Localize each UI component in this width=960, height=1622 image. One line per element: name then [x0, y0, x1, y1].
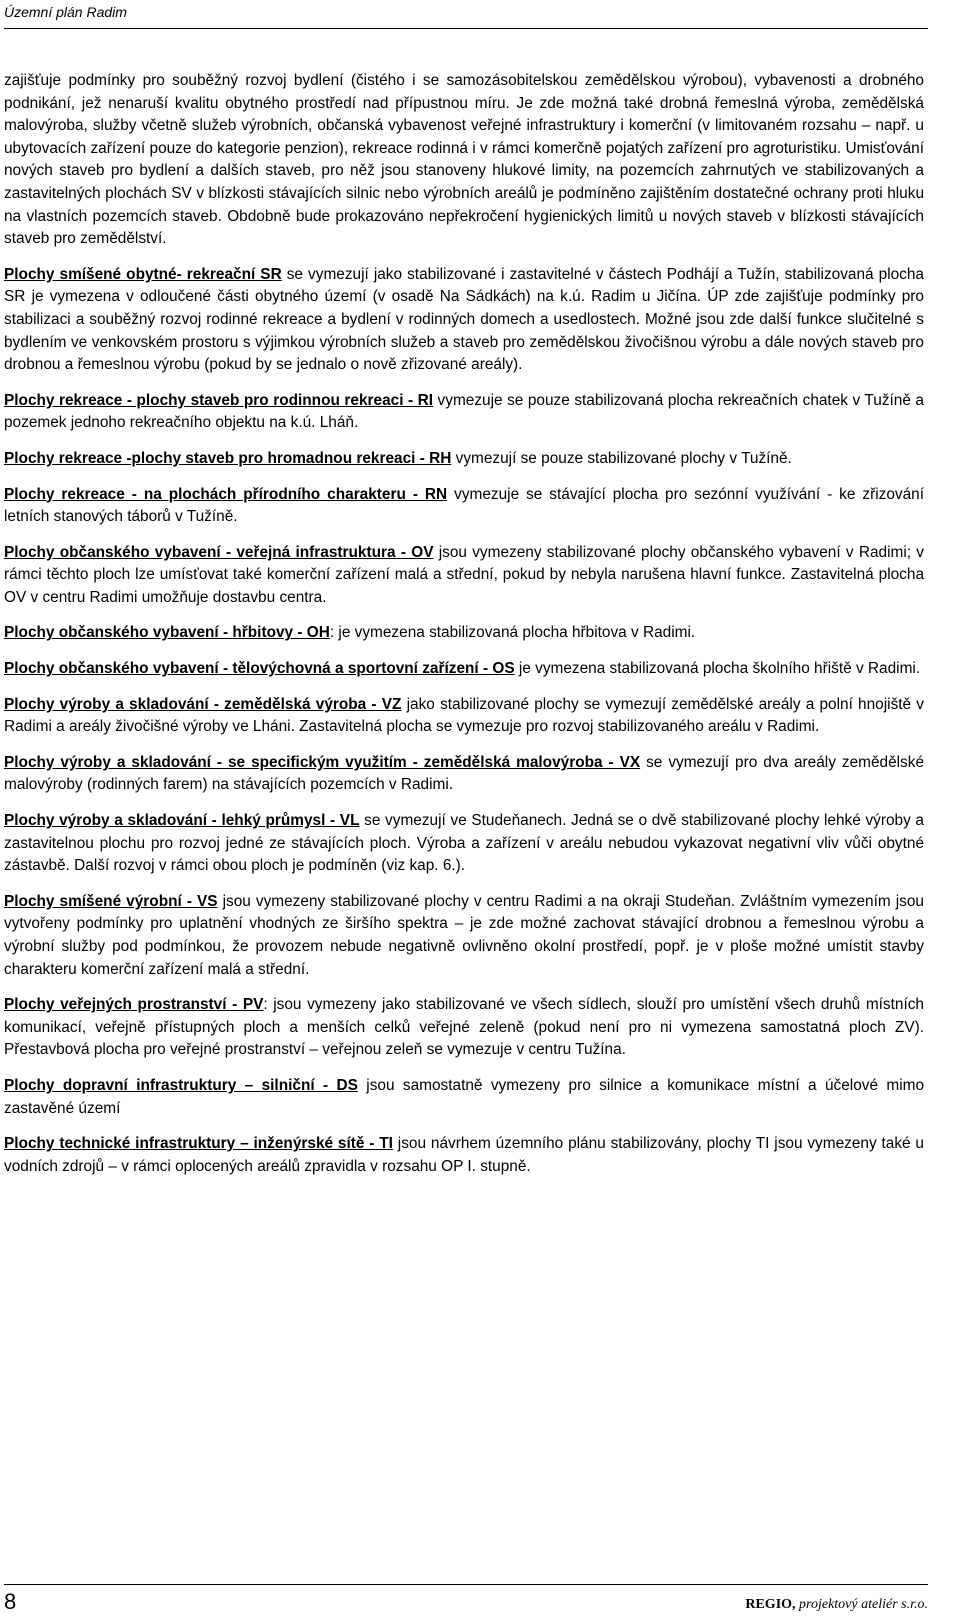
zone-term: Plochy výroby a skladování - zemědělská výroba - VZ: [4, 695, 402, 713]
paragraph: [4, 448, 924, 471]
zone-term: Plochy smíšené výrobní - VS: [4, 892, 218, 910]
paragraph: [4, 810, 924, 878]
zone-term: Plochy rekreace - plochy staveb pro rodinnou rekreaci - RI: [4, 391, 434, 409]
paragraph: [4, 390, 924, 435]
paragraph: [4, 1133, 924, 1178]
paragraph: [4, 542, 924, 610]
paragraph-text: se vymezují pro dva areály zemědělské malovýroby (rodinných farem) na stávajících pozemcích v Radimi.: [4, 753, 924, 794]
paragraph-text: jsou vymezeny stabilizované plochy v centru Radimi a na okraji Studeňan. Zvláštním vymezením jsou vytvořeny podmínky pro uplatnění vhodných ze širšího spektra – je zde možné zachovat stávající drobnou a řemeslnou výrobu a výrobní služby pod podmínkou, že provozem nebude negativně ovlivněno okolní prostředí, popř. je v ploše možné umístit stavby charakteru komerční zařízení malá a střední.: [4, 892, 924, 978]
paragraph-text: se vymezují jako stabilizované i zastavitelné v částech Podhájí a Tužín, stabilizovaná plocha SR je vymezena v odloučené části obytného území (v osadě Na Sádkách) na k.ú. Radim u Jičína. ÚP zde zajišťuje podmínky pro stabilizaci a souběžný rozvoj rodinné rekreace a bydlení v rodinných domech a usedlostech. Možné jsou zde další funkce slučitelné s bydlením ve venkovském prostoru s výjimkou výrobních služeb a staveb pro zemědělskou živočišnou výrobu a dále nových staveb pro drobnou a řemeslnou výrobu (pokud by se jednalo o nově zřizované areály).: [4, 265, 924, 374]
paragraph-text: vymezuje se stávající plocha pro sezónní využívání - ke zřizování letních stanových táborů v Tužíně.: [4, 485, 924, 526]
paragraph-text: jsou návrhem územního plánu stabilizovány, plochy TI jsou vymezeny také u vodních zdrojů – v rámci oplocených areálů zpravidla v rozsahu OP I. stupně.: [4, 1135, 924, 1175]
paragraph: [4, 752, 924, 797]
paragraph-text: : jsou vymezeny jako stabilizované ve všech sídlech, slouží pro umístění všech druhů místních komunikací, veřejně přístupných ploch a menších celků veřejné zeleně (pokud není pro ni vymezena samostatná ploch ZV). Přestavbová plocha pro veřejné prostranství – veřejnou zeleň se vymezuje v centru Tužína.: [4, 996, 924, 1059]
paragraph-text: jako stabilizované plochy se vymezují zemědělské areály a polní hnojiště v Radimi a areály živočišné výroby ve Lháni. Zastavitelná plocha se vymezuje pro rozvoj stabilizovaného areálu v Radimi.: [4, 695, 924, 736]
paragraph-text: vymezují se pouze stabilizované plochy v Tužíně.: [451, 449, 792, 467]
paragraph: [4, 1075, 924, 1120]
zone-term: Plochy rekreace - na plochách přírodního charakteru - RN: [4, 485, 448, 503]
paragraph-text: vymezuje se pouze stabilizovaná plocha rekreačních chatek v Tužíně a pozemek jednoho rekreačního objektu na k.ú. Lháň.: [4, 391, 924, 432]
paragraph: [4, 622, 924, 645]
page-footer: [4, 1584, 928, 1619]
company-suffix: projektový ateliér s.r.o.: [795, 1597, 928, 1612]
zone-term: Plochy výroby a skladování - se specifickým využitím - zemědělská malovýroba - VX: [4, 753, 641, 771]
zone-term: Plochy smíšené obytné- rekreační SR: [4, 265, 282, 283]
paragraph: [4, 891, 924, 981]
document-title: Územní plán Radim: [4, 4, 127, 20]
document-body: [4, 70, 924, 1191]
zone-term: Plochy dopravní infrastruktury – silniční - DS: [4, 1076, 358, 1094]
zone-term: Plochy občanského vybavení - veřejná infrastruktura - OV: [4, 543, 434, 561]
page-header: [4, 2, 928, 29]
paragraph-text: jsou samostatně vymezeny pro silnice a komunikace místní a účelové mimo zastavěné území: [4, 1076, 925, 1117]
paragraph-text: : je vymezena stabilizovaná plocha hřbitova v Radimi.: [329, 624, 696, 642]
paragraph-text: zajišťuje podmínky pro souběžný rozvoj bydlení (čistého i se samozásobitelskou zemědělskou výrobou), vybavenosti a drobného podnikání, jež nenaruší kvalitu obytného prostředí nad přípustnou míru. Je zde možná také drobná řemeslná výroba, zemědělská malovýroba, služby včetně služeb výrobních, občanská vybavenost veřejné infrastruktury i komerční (v limitovaném rozsahu – např. u ubytovacích zařízení pouze do kategorie penzion), rekreace rodinná i v rámci komerčně pojatých zařízení pro agroturistiku. Umisťování nových staveb pro bydlení a dalších staveb, pro něž jsou stanoveny hlukové limity, na pozemcích zahrnutých ve stabilizovaných a zastavitelných plochách SV v blízkosti stávajících silnic nebo výrobních areálů je podmíněno zajištěním dostatečné ochrany proti hluku na vlastních pozemcích staveb. Obdobně bude prokazováno nepřekročení hygienických limitů u nových staveb v blízkosti stávajících staveb pro zemědělství.: [4, 72, 924, 248]
page-number: 8: [4, 1589, 17, 1614]
zone-term: Plochy výroby a skladování - lehký průmysl - VL: [4, 812, 360, 830]
zone-term: Plochy rekreace -plochy staveb pro hromadnou rekreaci - RH: [4, 449, 452, 467]
paragraph-text: je vymezena stabilizovaná plocha školního hřiště v Radimi.: [514, 660, 921, 678]
paragraph-text: jsou vymezeny stabilizované plochy občanského vybavení v Radimi; v rámci těchto ploch lze umísťovat také komerční zařízení malá a střední, pokud by nebyla narušena hlavní funkce. Zastavitelná plocha OV v centru Radimi umožňuje dostavbu centra.: [4, 543, 924, 606]
zone-term: Plochy občanského vybavení - tělovýchovná a sportovní zařízení - OS: [4, 660, 515, 678]
paragraph: [4, 994, 924, 1062]
paragraph: [4, 70, 924, 251]
paragraph: [4, 264, 924, 377]
company-name: [745, 1597, 928, 1613]
company-brand: REGIO,: [745, 1597, 796, 1612]
paragraph: [4, 658, 924, 681]
paragraph: [4, 484, 924, 529]
paragraph-text: se vymezují ve Studeňanech. Jedná se o dvě stabilizované plochy lehké výroby a zastavitelnou plochu pro rozvoj jedné ze stávajících ploch. Výroba a zařízení v areálu nebudou vykazovat negativní vliv vůči obytné zástavbě. Další rozvoj v rámci obou ploch je podmíněn (viz kap. 6.).: [4, 812, 924, 875]
paragraph: [4, 694, 924, 739]
zone-term: Plochy technické infrastruktury – inženýrské sítě - TI: [4, 1135, 393, 1153]
zone-term: Plochy občanského vybavení - hřbitovy - OH: [4, 624, 330, 642]
zone-term: Plochy veřejných prostranství - PV: [4, 996, 264, 1014]
